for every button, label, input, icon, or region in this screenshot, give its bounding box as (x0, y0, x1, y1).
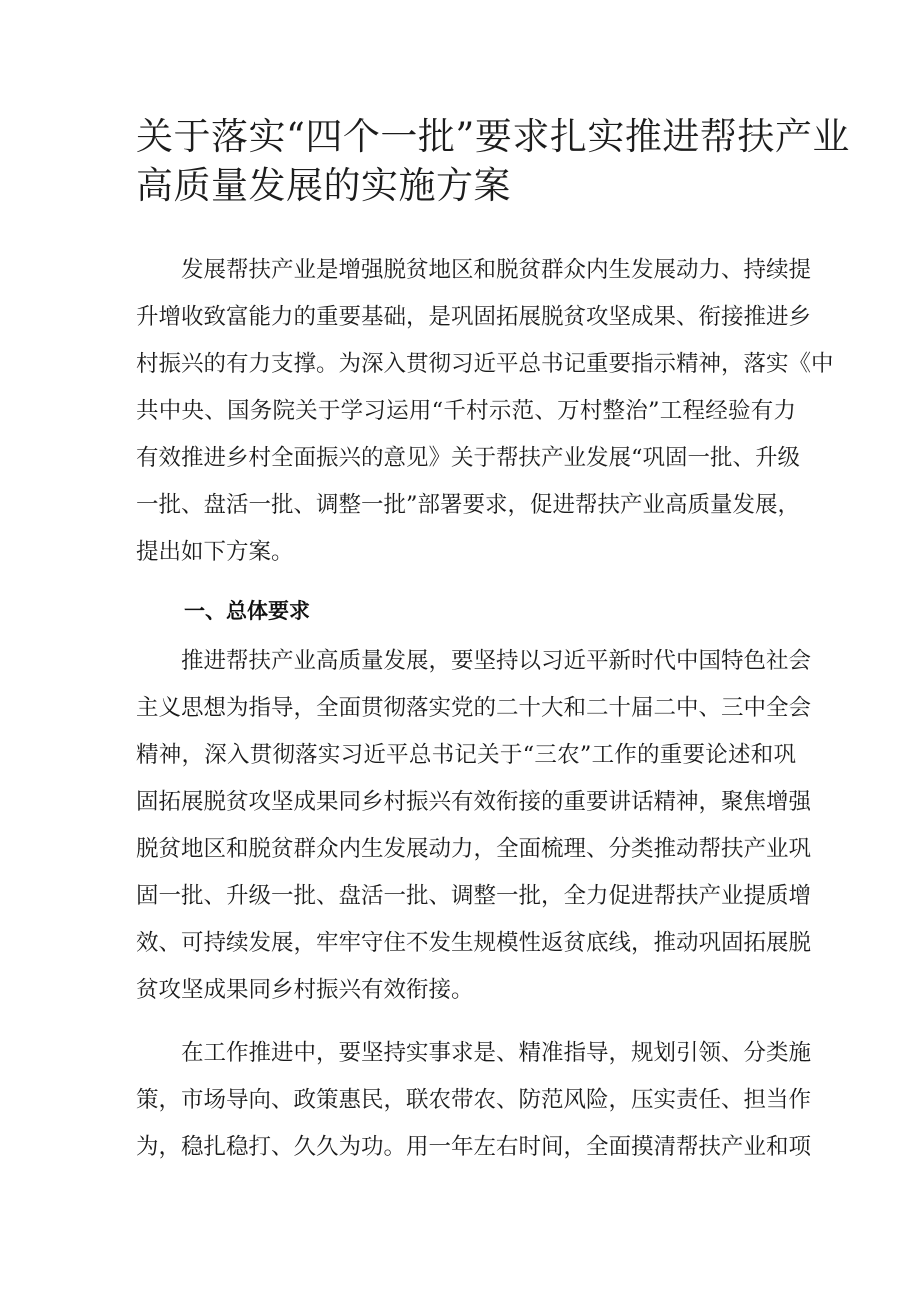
text-line: 效、可持续发展，牢牢守住不发生规模性返贫底线，推动巩固拓展脱 (136, 930, 812, 956)
text-line: 提出如下方案。 (136, 539, 294, 565)
title-line-1: 关于落实“四个一批”要求扎实推进帮扶产业 (136, 115, 850, 158)
text-line: 主义思想为指导，全面贯彻落实党的二十大和二十届二中、三中全会 (136, 695, 812, 721)
text-line: 推进帮扶产业高质量发展，要坚持以习近平新时代中国特色社会 (136, 648, 812, 674)
section-heading: 一、总体要求 (184, 599, 310, 623)
text-line: 贫攻坚成果同乡村振兴有效衔接。 (136, 977, 474, 1003)
section1-paragraph-2 (136, 1030, 812, 1171)
title-line-2: 高质量发展的实施方案 (136, 164, 511, 207)
text-line: 为，稳扎稳打、久久为功。用一年左右时间，全面摸清帮扶产业和项 (136, 1134, 812, 1160)
text-line: 村振兴的有力支撑。为深入贯彻习近平总书记重要指示精神，落实《中 (136, 351, 834, 377)
text-line: 精神，深入贯彻落实习近平总书记关于“三农”工作的重要论述和巩 (136, 742, 796, 768)
text-line: 发展帮扶产业是增强脱贫地区和脱贫群众内生发展动力、持续提 (136, 257, 812, 283)
section1-paragraph-1 (136, 638, 812, 1014)
text-line: 升增收致富能力的重要基础，是巩固拓展脱贫攻坚成果、衔接推进乡 (136, 304, 812, 330)
text-line: 策，市场导向、政策惠民，联农带农、防范风险，压实责任、担当作 (136, 1087, 812, 1113)
text-line: 共中央、国务院关于学习运用“千村示范、万村整治”工程经验有力 (136, 398, 796, 424)
text-line: 固拓展脱贫攻坚成果同乡村振兴有效衔接的重要讲话精神，聚焦增强 (136, 789, 812, 815)
intro-paragraph (136, 247, 834, 576)
text-line: 在工作推进中，要坚持实事求是、精准指导，规划引领、分类施 (136, 1040, 812, 1066)
text-line: 固一批、升级一批、盘活一批、调整一批，全力促进帮扶产业提质增 (136, 883, 812, 909)
text-line: 一批、盘活一批、调整一批”部署要求，促进帮扶产业高质量发展， (136, 492, 801, 518)
text-line: 有效推进乡村全面振兴的意见》关于帮扶产业发展“巩固一批、升级 (136, 445, 801, 471)
document-title (136, 112, 850, 210)
text-line: 脱贫地区和脱贫群众内生发展动力，全面梳理、分类推动帮扶产业巩 (136, 836, 812, 862)
